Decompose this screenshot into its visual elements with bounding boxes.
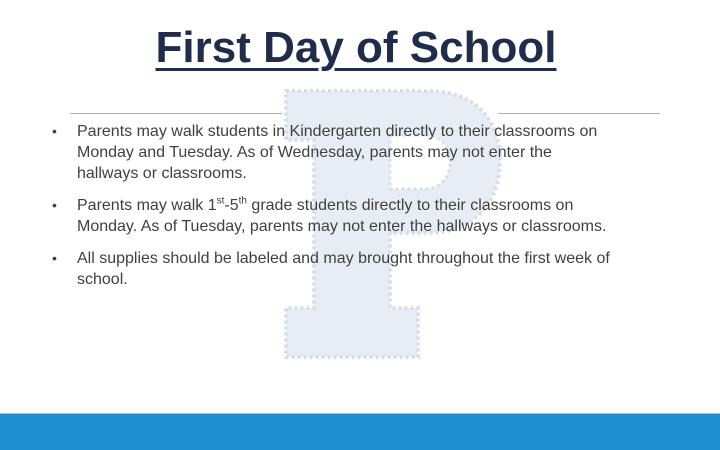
superscript-th: th <box>238 195 247 207</box>
superscript-st: st <box>216 195 225 207</box>
footer-bar <box>0 414 720 450</box>
bullet-text-part: Parents may walk 1 <box>77 197 217 214</box>
bullet-item-kindergarten <box>50 121 610 184</box>
bullet-icon: • <box>52 123 57 139</box>
slide-title: First Day of School <box>155 23 557 72</box>
title-divider-right <box>498 113 660 114</box>
bullet-list <box>50 121 610 301</box>
bullet-icon: • <box>52 250 57 266</box>
bullet-text-part: -5 <box>224 197 239 214</box>
bullet-item-supplies <box>50 248 610 290</box>
title-divider-left <box>70 113 282 114</box>
bullet-item-grades-1-5 <box>50 195 610 237</box>
bullet-icon: • <box>52 197 57 213</box>
bullet-text: Parents may walk students in Kindergarten directly to their classrooms on Monday and Tuesday. As of Wednesday, parents may not enter the hallways or classrooms. <box>77 123 598 182</box>
bullet-text-part: grade students directly to their classrooms on Monday. As of Tuesday, parents may not enter the hallways or classrooms. <box>77 197 607 235</box>
bullet-text: All supplies should be labeled and may brought throughout the first week of school. <box>77 250 610 288</box>
